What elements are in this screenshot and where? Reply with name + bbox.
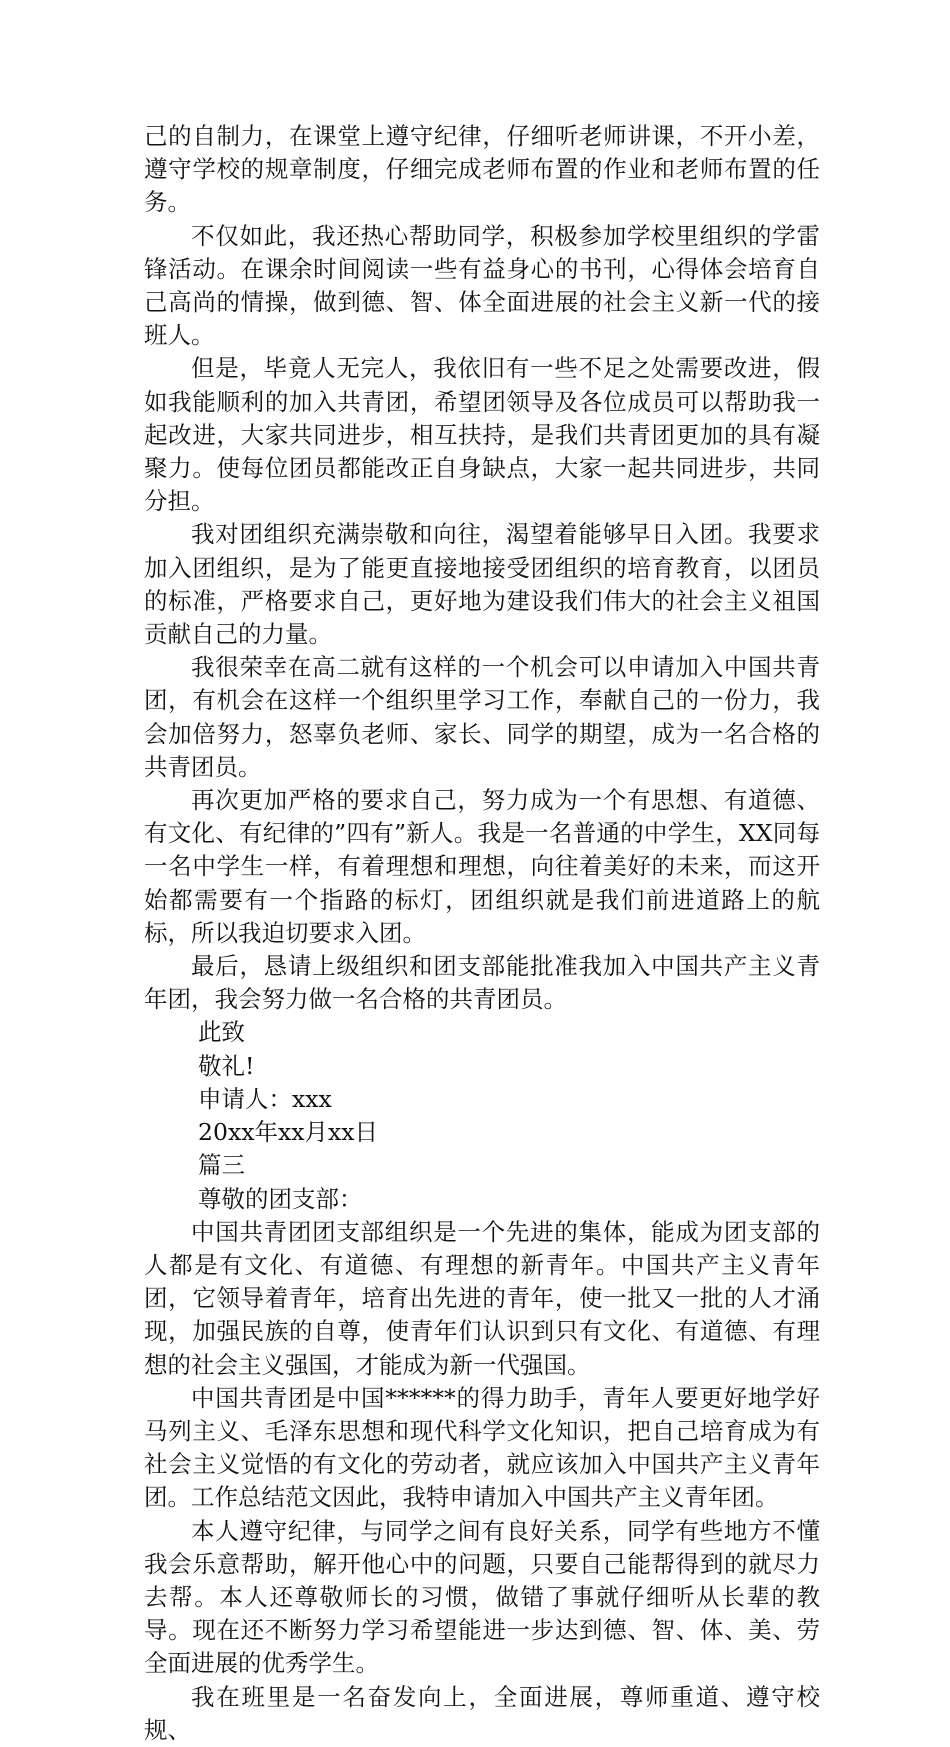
document-page bbox=[144, 120, 820, 1747]
paragraph: 中国共青团团支部组织是一个先进的集体，能成为团支部的人都是有文化、有道德、有理想的新青年。中国共产主义青年团，它领导着青年，培育出先进的青年，使一批又一批的人才涌现，加强民族的自尊，使青年们认识到只有文化、有道德、有理想的社会主义强国，才能成为新一代强国。 bbox=[144, 1217, 820, 1379]
paragraph: 我在班里是一名奋发向上，全面进展，尊师重道、遵守校规、 bbox=[144, 1682, 820, 1744]
paragraph: 中国共青团是中国******的得力助手，青年人要更好地学好马列主义、毛泽东思想和现代科学文化知识，把自己培育成为有社会主义觉悟的有文化的劳动者，就应该加入中国共产主义青年团。工作总结范文因此，我特申请加入中国共产主义青年团。 bbox=[144, 1383, 820, 1512]
paragraph: 本人遵守纪律，与同学之间有良好关系，同学有些地方不懂我会乐意帮助，解开他心中的问题，只要自己能帮得到的就尽力去帮。本人还尊敬师长的习惯，做错了事就仔细听从长辈的教导。现在还不断努力学习希望能进一步达到德、智、体、美、劳全面进展的优秀学生。 bbox=[144, 1516, 820, 1678]
paragraph: 我对团组织充满崇敬和向往，渴望着能够早日入团。我要求加入团组织，是为了能更直接地接受团组织的培育教育，以团员的标准，严格要求自己，更好地为建设我们伟大的社会主义祖国贡献自己的力量。 bbox=[144, 520, 820, 649]
paragraph: 我很荣幸在高二就有这样的一个机会可以申请加入中国共青团，有机会在这样一个组织里学习工作，奉献自己的一份力，我会加倍努力，怒辜负老师、家长、同学的期望，成为一名合格的共青团员。 bbox=[144, 653, 820, 781]
paragraph: 再次更加严格的要求自己，努力成为一个有思想、有道德、有文化、有纪律的”四有”新人。我是一名普通的中学生，XX同每一名中学生一样，有着理想和理想，向往着美好的未来，而这开始都需要有一个指路的标灯，团组织就是我们前进道路上的航标，所以我迫切要求入团。 bbox=[144, 786, 820, 947]
paragraph: 不仅如此，我还热心帮助同学，积极参加学校里组织的学雷锋活动。在课余时间阅读一些有益身心的书刊，心得体会培育自己高尚的情操，做到德、智、体全面进展的社会主义新一代的接班人。 bbox=[144, 221, 820, 350]
section-heading: 篇三 bbox=[198, 1151, 246, 1180]
applicant-line: 申请人：xxx bbox=[198, 1084, 332, 1113]
paragraph: 最后，恳请上级组织和团支部能批准我加入中国共产主义青年团，我会努力做一名合格的共青团员。 bbox=[144, 952, 820, 1014]
greeting: 尊敬的团支部： bbox=[198, 1184, 363, 1213]
paragraph: 但是，毕竟人无完人，我依旧有一些不足之处需要改进，假如我能顺利的加入共青团，希望团领导及各位成员可以帮助我一起改进，大家共同进步，相互扶持，是我们共青团更加的具有凝聚力。使每位团员都能改正自身缺点，大家一起共同进步，共同分担。 bbox=[144, 354, 820, 516]
closing-salutation: 此致 bbox=[198, 1018, 246, 1047]
paragraph: 己的自制力，在课堂上遵守纪律，仔细听老师讲课，不开小差，遵守学校的规章制度，仔细完成老师布置的作业和老师布置的任务。 bbox=[144, 122, 820, 217]
date-line: 20xx年xx月xx日 bbox=[198, 1118, 378, 1147]
closing-regards: 敬礼! bbox=[198, 1051, 255, 1080]
